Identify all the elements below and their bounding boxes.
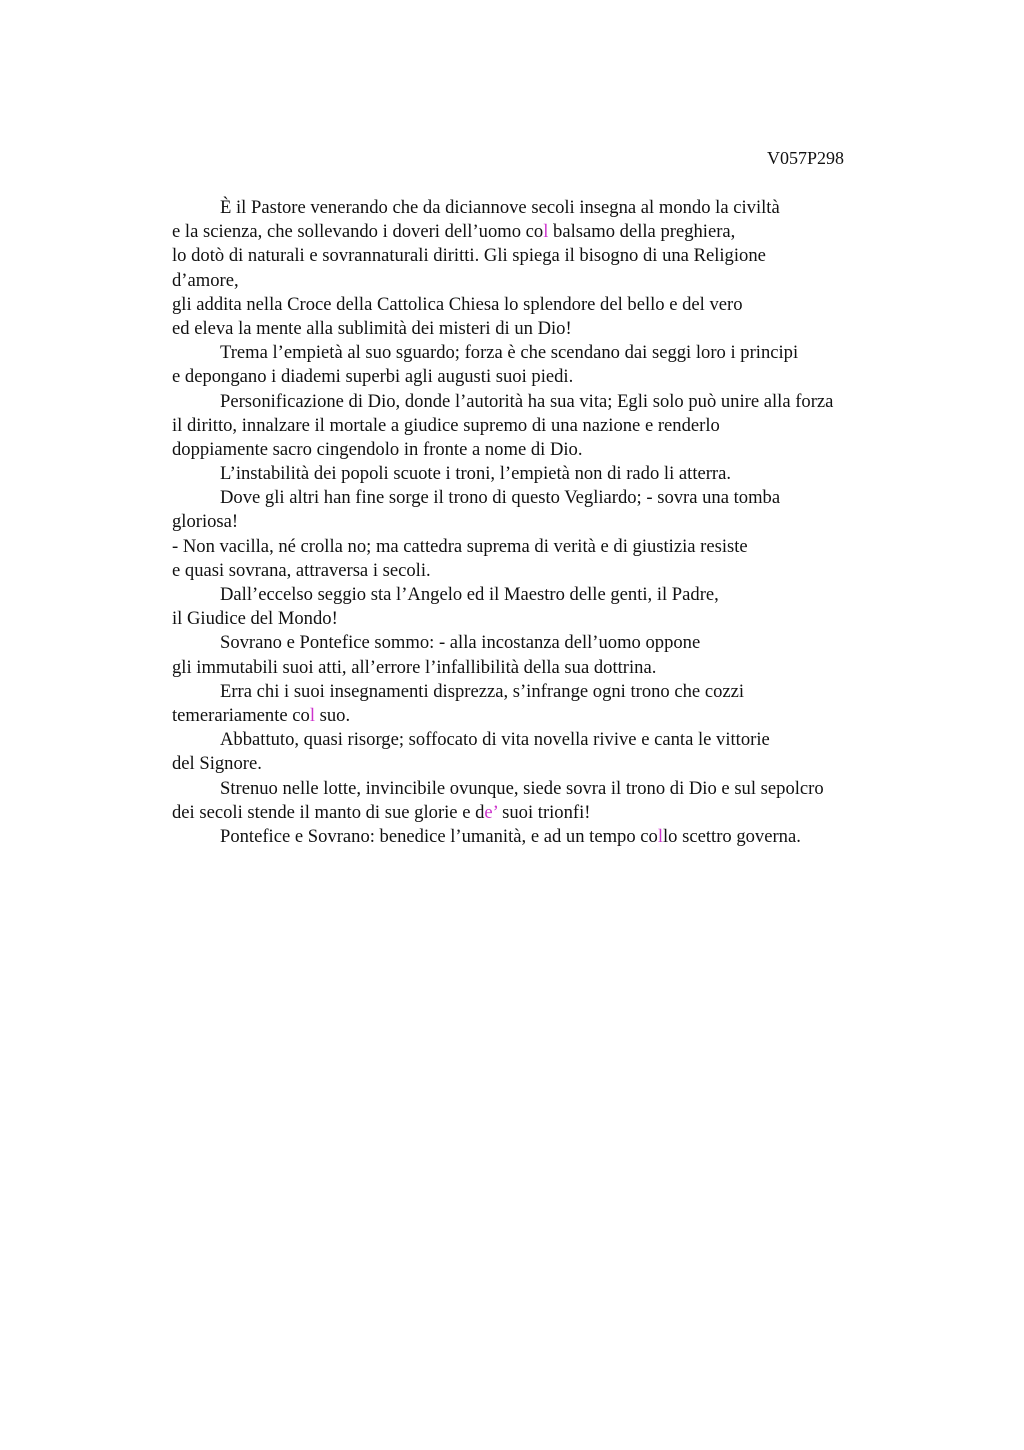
text-segment: Dove gli altri han fine sorge il trono di questo Vegliardo; - sovra una tomba <box>220 487 781 509</box>
highlighted-correction: l <box>543 221 549 243</box>
paragraph-first-line <box>172 583 912 607</box>
paragraph-first-line <box>172 680 912 704</box>
text-segment: e la scienza, che sollevando i doveri dell’uomo co <box>172 221 544 243</box>
text-segment: e depongano i diademi superbi agli augusti suoi piedi. <box>172 366 574 388</box>
text-segment: gloriosa! <box>172 511 239 533</box>
text-line <box>172 510 912 534</box>
text-line <box>172 365 912 389</box>
text-segment: dei secoli stende il manto di sue glorie e d <box>172 801 485 823</box>
text-segment: ed eleva la mente alla sublimità dei misteri di un Dio! <box>172 317 572 339</box>
text-line <box>172 704 912 728</box>
paragraph-first-line <box>172 462 912 486</box>
text-segment: il diritto, innalzare il mortale a giudice supremo di una nazione e renderlo <box>172 414 720 436</box>
text-segment: Dall’eccelso seggio sta l’Angelo ed il Maestro delle genti, il Padre, <box>220 584 719 605</box>
text-line <box>172 269 912 293</box>
text-segment: Erra chi i suoi insegnamenti disprezza, s’infrange ogni trono che cozzi <box>220 680 745 702</box>
text-segment: lo dotò di naturali e sovrannaturali diritti. Gli spiega il bisogno di una Religione <box>172 245 766 267</box>
text-line <box>172 220 912 244</box>
paragraph-first-line <box>172 341 912 365</box>
text-segment: gli addita nella Croce della Cattolica Chiesa lo splendore del bello e del vero <box>172 293 743 315</box>
text-line <box>172 317 912 341</box>
paragraph-first-line <box>172 631 912 655</box>
text-line <box>172 244 912 268</box>
text-segment: suo. <box>315 704 351 726</box>
highlighted-correction: e’ <box>484 801 498 823</box>
text-line <box>172 607 912 631</box>
paragraph-first-line <box>172 777 912 801</box>
text-segment: d’amore, <box>172 269 239 291</box>
page-identifier: V057P298 <box>766 148 844 168</box>
text-segment: È il Pastore venerando che da diciannove secoli insegna al mondo la civiltà <box>220 197 780 218</box>
text-segment: Strenuo nelle lotte, invincibile ovunque, siede sovra il trono di Dio e sul sepolcro <box>220 777 824 799</box>
text-segment: - Non vacilla, né crolla no; ma cattedra suprema di verità e di giustizia resiste <box>172 535 748 557</box>
text-segment: suoi trionfi! <box>497 801 591 823</box>
text-segment: gli immutabili suoi atti, all’errore l’infallibilità della sua dottrina. <box>172 656 657 678</box>
text-segment: Abbattuto, quasi risorge; soffocato di vita novella rivive e canta le vittorie <box>220 729 770 751</box>
text-segment: Sovrano e Pontefice sommo: - alla incostanza dell’uomo oppone <box>220 632 701 654</box>
text-segment: doppiamente sacro cingendolo in fronte a nome di Dio. <box>172 438 583 460</box>
document-body <box>172 196 912 849</box>
text-segment: Trema l’empietà al suo sguardo; forza è che scendano dai seggi loro i principi <box>220 342 799 364</box>
text-line <box>172 656 912 680</box>
text-line <box>172 293 912 317</box>
text-segment: Pontefice e Sovrano: benedice l’umanità, e ad un tempo co <box>220 825 658 847</box>
text-segment: L’instabilità dei popoli scuote i troni, l’empietà non di rado li atterra. <box>220 463 732 485</box>
text-segment: del Signore. <box>172 753 262 775</box>
paragraph-first-line <box>172 486 912 510</box>
highlighted-correction: l <box>309 704 315 726</box>
text-line <box>172 535 912 559</box>
text-line <box>172 438 912 462</box>
text-segment: il Giudice del Mondo! <box>172 608 338 630</box>
text-segment: balsamo della preghiera, <box>548 221 736 243</box>
highlighted-correction: l <box>657 825 664 847</box>
text-line <box>172 559 912 583</box>
paragraph-first-line <box>172 196 912 220</box>
text-segment: lo scettro governa. <box>663 825 801 847</box>
paragraph-first-line <box>172 728 912 752</box>
text-line <box>172 414 912 438</box>
text-segment: e quasi sovrana, attraversa i secoli. <box>172 559 431 581</box>
text-segment: temerariamente co <box>172 704 310 726</box>
paragraph-first-line <box>172 825 912 849</box>
text-segment: Personificazione di Dio, donde l’autorità ha sua vita; Egli solo può unire alla forza <box>220 390 834 412</box>
text-line <box>172 801 912 825</box>
paragraph-first-line <box>172 390 912 414</box>
text-line <box>172 752 912 776</box>
